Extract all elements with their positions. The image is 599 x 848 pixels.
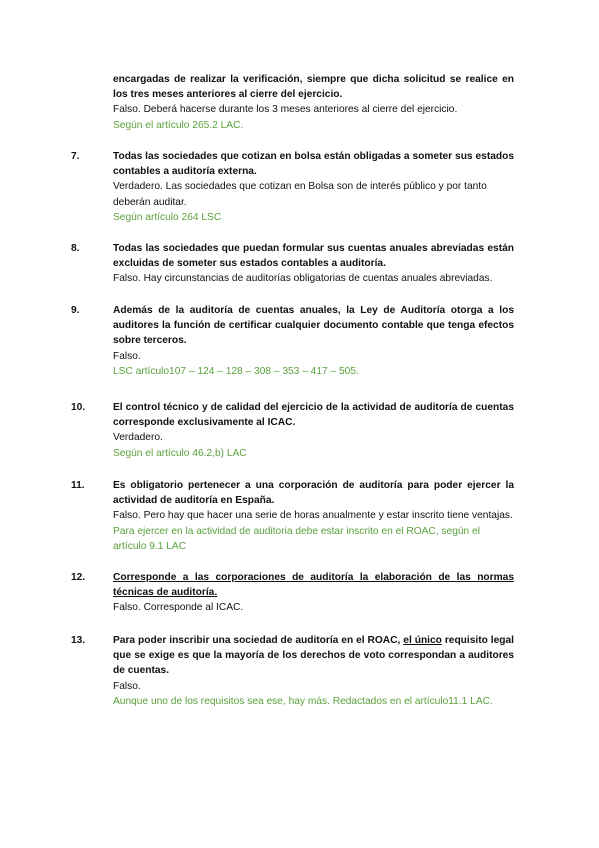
list-item-7 [71, 149, 514, 225]
answer-text: Verdadero. Las sociedades que cotizan en Bolsa son de interés público y por tanto deberán auditar. [113, 181, 487, 208]
reference-text: LSC artículo107 – 124 – 128 – 308 – 353 – 417 – 505. [113, 365, 359, 377]
question-text: encargadas de realizar la verificación, siempre que dicha solicitud se realice en los tres meses anteriores al cierre del ejercicio. [113, 74, 514, 101]
list-item-9 [71, 303, 514, 379]
answer-text: Falso. Deberá hacerse durante los 3 meses anteriores al cierre del ejercicio. [113, 104, 458, 116]
reference-text: Según el artículo 265.2 LAC. [113, 119, 244, 131]
question-text-underlined: el único [403, 635, 442, 646]
question-text: Además de la auditoría de cuentas anuales, la Ley de Auditoría otorga a los auditores la función de certificar cualquier documento contable que tenga efectos sobre terceros. [113, 305, 514, 347]
reference-text: Según el artículo 46.2,b) LAC [113, 447, 247, 459]
answer-text: Falso. Hay circunstancias de auditorías obligatorias de cuentas anuales abreviadas. [113, 273, 493, 285]
item-number: 10. [71, 402, 86, 413]
answer-text: Falso. Corresponde al ICAC. [113, 602, 244, 614]
question-text: Todas las sociedades que puedan formular sus cuentas anuales abreviadas están excluidas de someter sus estados contables a auditoría. [113, 243, 514, 270]
item-number: 12. [71, 572, 86, 583]
item-number: 11. [71, 480, 85, 491]
answer-text: Falso. Pero hay que hacer una serie de horas anualmente y estar inscrito tiene ventajas. [113, 510, 513, 522]
question-text: Todas las sociedades que cotizan en bolsa están obligadas a someter sus estados contables a auditoría externa. [113, 151, 514, 178]
list-item-11 [71, 478, 514, 554]
list-item-8 [71, 241, 514, 287]
item-number: 7. [71, 151, 80, 162]
list-item-10 [71, 400, 514, 461]
answer-text: Falso. [113, 350, 141, 362]
answer-text: Falso. [113, 680, 141, 692]
list-item-12 [71, 570, 514, 616]
question-text: Es obligatorio pertenecer a una corporación de auditoría para poder ejercer la actividad de auditoría en España. [113, 480, 514, 507]
item-number: 8. [71, 243, 80, 254]
question-text: Corresponde a las corporaciones de auditoría la elaboración de las normas técnicas de auditoría. [113, 572, 514, 599]
reference-text: Según artículo 264 LSC [113, 211, 222, 223]
question-text-part-1: Para poder inscribir una sociedad de auditoría en el ROAC, [113, 635, 404, 646]
list-item-13 [71, 633, 514, 709]
item-number: 13. [71, 635, 86, 646]
item-number: 9. [71, 305, 80, 316]
question-text: El control técnico y de calidad del ejercicio de la actividad de auditoría de cuentas corresponde exclusivamente al ICAC. [113, 402, 514, 429]
question-text [113, 633, 514, 679]
list-item-6-continuation [92, 72, 514, 133]
reference-text: Aunque uno de los requisitos sea ese, hay más. Redactados en el artículo11.1 LAC. [113, 695, 493, 707]
question-text-part-3: requisito legal que se exige es que la mayoría de los derechos de voto correspondan a auditores de cuentas. [113, 635, 514, 677]
reference-text: Para ejercer en la actividad de auditoria debe estar inscrito en el ROAC, según el artículo 9.1 LAC [113, 525, 480, 552]
answer-text: Verdadero. [113, 432, 163, 444]
